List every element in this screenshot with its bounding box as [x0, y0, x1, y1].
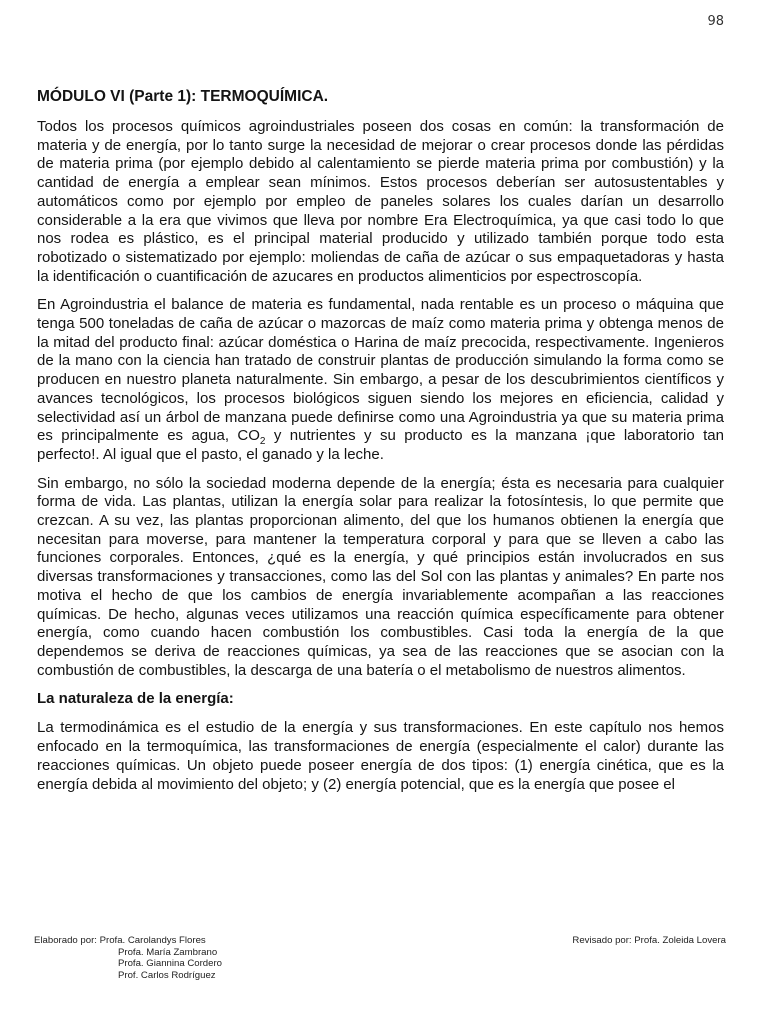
module-title: MÓDULO VI (Parte 1): TERMOQUÍMICA.	[37, 88, 329, 105]
footer-author: Profa. Giannina Cordero	[118, 958, 222, 969]
document-body	[37, 88, 724, 794]
paragraph-agroindustria-text-b: y nutrientes y su producto es la manzana ¡que laboratorio tan perfecto!. Al igual que el pasto, el ganado y la leche.	[37, 427, 724, 463]
paragraph-termodinamica: La termodinámica es el estudio de la energía y sus transformaciones. En este capítulo nos hemos enfocado en la termoquímica, las transformaciones de energía (especialmente el calor) durante las reacciones químicas. Un objeto puede poseer energía de dos tipos: (1) energía cinética, que es la energía debida al movimiento del objeto; y (2) energía potencial, que es la energía que posee el	[37, 719, 724, 793]
footer-author: Prof. Carlos Rodríguez	[118, 969, 216, 981]
paragraph-energia: Sin embargo, no sólo la sociedad moderna depende de la energía; ésta es necesaria para cualquier forma de vida. Las plantas, utilizan la energía solar para realizar la fotosíntesis, lo que permite que crezcan. A su vez, las plantas proporcionan alimento, del que los humanos obtienen la energía que necesitan para moverse, para mantener la temperatura corporal y para que se lleven a cabo las funciones corporales. Entonces, ¿qué es la energía, y qué principios están involucrados en sus diversas transformaciones y transacciones, como las del Sol con las plantas y animales? En parte nos motiva el hecho de que los cambios de energía invariablemente acompañan a las reacciones químicas. De hecho, algunas veces utilizamos una reacción química específicamente para obtener energía, como cuando hacen combustión los combustibles. Casi toda la energía de la que dependemos se deriva de reacciones químicas, ya sea de las reacciones que se asocian con la combustión de combustibles, la descarga de una batería o el metabolismo de nuestros alimentos.	[37, 474, 724, 679]
paragraph-agroindustria	[37, 296, 724, 464]
footer-authors	[34, 935, 222, 981]
co2-subscript: 2	[259, 436, 266, 448]
footer-elaborated-by: Elaborado por: Profa. Carolandys Flores	[34, 935, 206, 946]
page-number: 98	[707, 14, 724, 29]
footer-author: Profa. María Zambrano	[118, 946, 218, 958]
section-heading: La naturaleza de la energía:	[37, 690, 234, 708]
paragraph-agroindustria-text-a: En Agroindustria el balance de materia es fundamental, nada rentable es un proceso o máquina que tenga 500 toneladas de caña de azúcar o mazorcas de maíz como materia prima y obtenga menos de la mitad del producto final: azúcar doméstica o Harina de maíz precocida, respectivamente. Ingenieros de la mano con la ciencia han tratado de construir plantas de producción simulando la forma como se producen en nuestro planeta naturalmente. Sin embargo, a pesar de los descubrimientos científicos y avances tecnológicos, los procesos biológicos siguen siendo los mejores en eficiencia, calidad y selectividad así un árbol de manzana puede definirse como una Agroindustria ya que su materia prima es principalmente es agua, CO	[37, 296, 724, 445]
footer-reviewed-by: Revisado por: Profa. Zoleida Lovera	[572, 935, 726, 946]
paragraph-intro: Todos los procesos químicos agroindustriales poseen dos cosas en común: la transformación de materia y de energía, por lo tanto surge la necesidad de mejorar o crear procesos donde las pérdidas de materia prima (por ejemplo debido al calentamiento se pierde materia prima por combustión) y la cantidad de energía a emplear sean mínimos. Estos procesos deberían ser autosustentables y automáticos como por ejemplo por empleo de paneles solares los cuales darían un desarrollo considerable a la era que vivimos que lleva por nombre Era Electroquímica, ya que casi todo lo que nos rodea es plástico, es el principal material producido y utilizado también porque todo esta robotizado o sistematizado por ejemplo: moliendas de caña de azúcar o sus empaquetadoras y hasta la identificación o cuantificación de azucares en productos alimenticios por espectroscopía.	[37, 118, 724, 285]
